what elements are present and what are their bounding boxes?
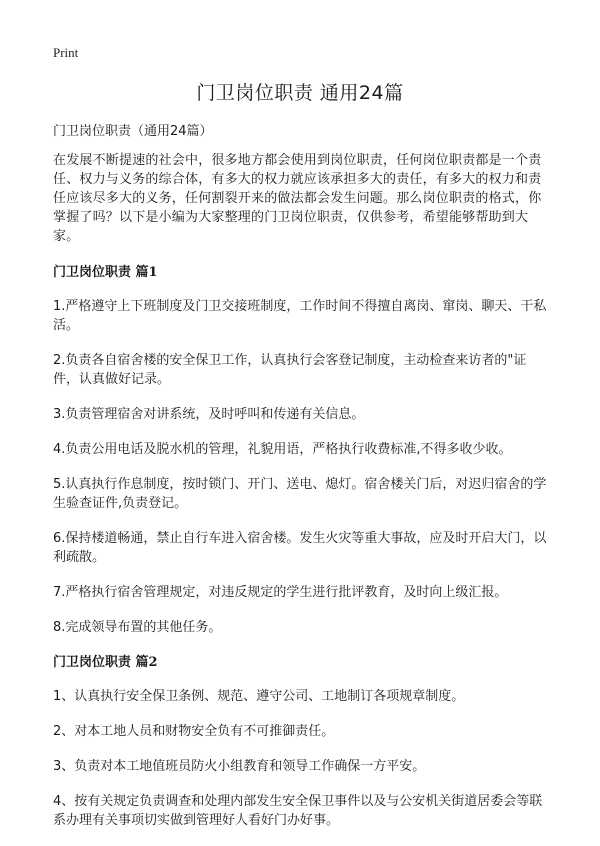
list-item: 5.认真执行作息制度，按时锁门、开门、送电、熄灯。宿舍楼关门后，对迟归宿舍的学生验查证件,负责登记。 xyxy=(53,477,547,511)
list-item: 2.负责各自宿舍楼的安全保卫工作，认真执行会客登记制度，主动检查来访者的"证件，认真做好记录。 xyxy=(53,353,527,387)
print-link[interactable]: Print xyxy=(53,45,79,60)
document-subtitle: 门卫岗位职责（通用24篇） xyxy=(53,124,213,139)
list-item: 8.完成领导布置的其他任务。 xyxy=(53,620,222,635)
section-1 xyxy=(53,263,551,637)
section-2 xyxy=(53,653,551,830)
list-item: 3.负责管理宿舍对讲系统，及时呼叫和传递有关信息。 xyxy=(53,407,365,422)
section-heading: 门卫岗位职责 篇1 xyxy=(53,265,158,280)
section-heading: 门卫岗位职责 篇2 xyxy=(53,655,158,670)
intro-paragraph: 在发展不断提速的社会中，很多地方都会使用到岗位职责，任何岗位职责都是一个责任、权力与义务的综合体，有多大的权力就应该承担多大的责任，有多大的权力和责任应该尽多大的义务，任何割裂开来的做法都会发生问题。那么岗位职责的格式，你掌握了吗？以下是小编为大家整理的门卫岗位职责，仅供参考，希望能够帮助到大家。 xyxy=(53,153,542,244)
list-item: 6.保持楼道畅通，禁止自行车进入宿舍楼。发生火灾等重大事故，应及时开启大门，以利疏散。 xyxy=(53,531,547,565)
list-item: 2、对本工地人员和财物安全负有不可推御责任。 xyxy=(53,724,335,739)
list-item: 7.严格执行宿舍管理规定，对违反规定的学生进行批评教育，及时向上级汇报。 xyxy=(53,585,508,600)
list-item: 1、认真执行安全保卫条例、规范、遵守公司、工地制订各项规章制度。 xyxy=(53,689,465,704)
document-body xyxy=(53,122,551,846)
page-title: 门卫岗位职责 通用24篇 xyxy=(196,82,404,104)
list-item: 3、负责对本工地值班员防火小组教育和领导工作确保一方平安。 xyxy=(53,759,426,774)
list-item: 1.严格遵守上下班制度及门卫交接班制度，工作时间不得擅自离岗、窜岗、聊天、干私活。 xyxy=(53,299,547,333)
list-item: 4、按有关规定负责调查和处理内部发生安全保卫事件以及与公安机关街道居委会等联系办理有关事项切实做到管理好人看好门办好事。 xyxy=(53,794,543,828)
list-item: 4.负责公用电话及脱水机的管理，礼貌用语，严格执行收费标准,不得多收少收。 xyxy=(53,442,512,457)
